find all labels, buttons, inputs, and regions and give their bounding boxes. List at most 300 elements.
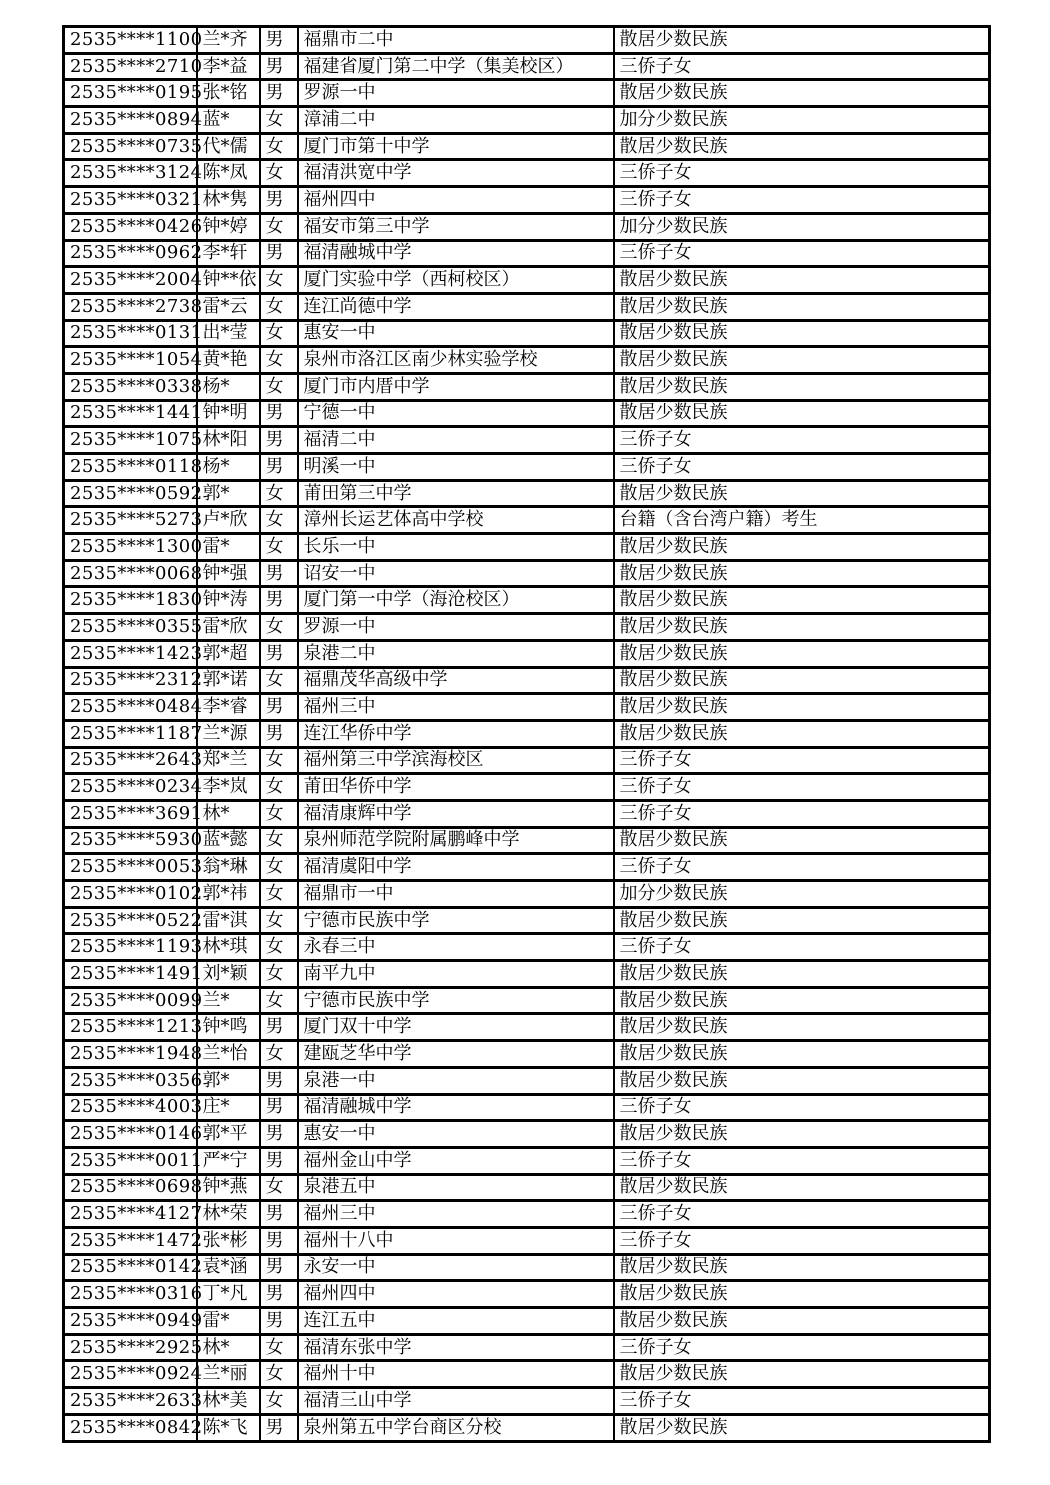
exam-id-cell: 2535****1193 [64, 934, 197, 961]
category-cell: 三侨子女 [614, 1147, 990, 1174]
exam-id-cell: 2535****1075 [64, 427, 197, 454]
exam-id-cell: 2535****0894 [64, 107, 197, 134]
name-cell: 郭*祎 [197, 881, 260, 908]
gender-cell: 男 [260, 80, 298, 107]
name-cell: 严*宁 [197, 1147, 260, 1174]
school-cell: 罗源一中 [298, 614, 614, 641]
school-cell: 罗源一中 [298, 80, 614, 107]
table-row [64, 1147, 990, 1174]
category-cell: 三侨子女 [614, 1094, 990, 1121]
gender-cell: 男 [260, 1227, 298, 1254]
gender-cell: 男 [260, 1201, 298, 1228]
exam-id-cell: 2535****0053 [64, 854, 197, 881]
table-row [64, 1334, 990, 1361]
school-cell: 宁德市民族中学 [298, 987, 614, 1014]
category-cell: 三侨子女 [614, 454, 990, 481]
name-cell: 郭*超 [197, 640, 260, 667]
exam-id-cell: 2535****0195 [64, 80, 197, 107]
name-cell: 蓝*懿 [197, 827, 260, 854]
exam-id-cell: 2535****2312 [64, 667, 197, 694]
school-cell: 连江五中 [298, 1308, 614, 1335]
exam-id-cell: 2535****2738 [64, 293, 197, 320]
name-cell: 雷* [197, 1308, 260, 1335]
school-cell: 连江尚德中学 [298, 293, 614, 320]
gender-cell: 男 [260, 1254, 298, 1281]
exam-id-cell: 2535****0142 [64, 1254, 197, 1281]
table-row [64, 427, 990, 454]
gender-cell: 女 [260, 800, 298, 827]
gender-cell: 女 [260, 507, 298, 534]
category-cell: 三侨子女 [614, 774, 990, 801]
gender-cell: 男 [260, 240, 298, 267]
table-row [64, 480, 990, 507]
name-cell: 钟*强 [197, 560, 260, 587]
school-cell: 泉港一中 [298, 1067, 614, 1094]
school-cell: 福州十八中 [298, 1227, 614, 1254]
category-cell: 散居少数民族 [614, 27, 990, 54]
name-cell: 钟**依 [197, 267, 260, 294]
table-row [64, 934, 990, 961]
gender-cell: 男 [260, 53, 298, 80]
table-row [64, 133, 990, 160]
name-cell: 林*阳 [197, 427, 260, 454]
gender-cell: 女 [260, 987, 298, 1014]
school-cell: 诏安一中 [298, 560, 614, 587]
table-row [64, 347, 990, 374]
gender-cell: 女 [260, 1174, 298, 1201]
category-cell: 加分少数民族 [614, 213, 990, 240]
exam-id-cell: 2535****1213 [64, 1014, 197, 1041]
school-cell: 福州三中 [298, 1201, 614, 1228]
name-cell: 蓝* [197, 107, 260, 134]
name-cell: 兰*源 [197, 720, 260, 747]
table-row [64, 80, 990, 107]
category-cell: 散居少数民族 [614, 1361, 990, 1388]
category-cell: 三侨子女 [614, 53, 990, 80]
school-cell: 福州金山中学 [298, 1147, 614, 1174]
exam-id-cell: 2535****0949 [64, 1308, 197, 1335]
school-cell: 福清东张中学 [298, 1334, 614, 1361]
gender-cell: 女 [260, 160, 298, 187]
school-cell: 福清三山中学 [298, 1388, 614, 1415]
table-row [64, 827, 990, 854]
gender-cell: 女 [260, 320, 298, 347]
category-cell: 散居少数民族 [614, 1174, 990, 1201]
school-cell: 宁德市民族中学 [298, 907, 614, 934]
exam-id-cell: 2535****1830 [64, 587, 197, 614]
category-cell: 三侨子女 [614, 800, 990, 827]
table-row [64, 1067, 990, 1094]
name-cell: 林*琪 [197, 934, 260, 961]
category-cell: 散居少数民族 [614, 720, 990, 747]
gender-cell: 女 [260, 347, 298, 374]
gender-cell: 男 [260, 1067, 298, 1094]
gender-cell: 女 [260, 827, 298, 854]
category-cell: 台籍（含台湾户籍）考生 [614, 507, 990, 534]
category-cell: 散居少数民族 [614, 1254, 990, 1281]
category-cell: 散居少数民族 [614, 961, 990, 988]
gender-cell: 女 [260, 934, 298, 961]
gender-cell: 男 [260, 427, 298, 454]
table-row [64, 507, 990, 534]
table-row [64, 1254, 990, 1281]
exam-id-cell: 2535****5930 [64, 827, 197, 854]
category-cell: 三侨子女 [614, 427, 990, 454]
gender-cell: 男 [260, 1147, 298, 1174]
table-row [64, 400, 990, 427]
exam-id-cell: 2535****0131 [64, 320, 197, 347]
category-cell: 散居少数民族 [614, 614, 990, 641]
name-cell: 郭*诺 [197, 667, 260, 694]
table-row [64, 907, 990, 934]
name-cell: 杨* [197, 373, 260, 400]
school-cell: 福州第三中学滨海校区 [298, 747, 614, 774]
table-row [64, 1281, 990, 1308]
category-cell: 散居少数民族 [614, 560, 990, 587]
table-row [64, 1361, 990, 1388]
exam-id-cell: 2535****3124 [64, 160, 197, 187]
name-cell: 雷* [197, 534, 260, 561]
name-cell: 雷*淇 [197, 907, 260, 934]
name-cell: 陈*凤 [197, 160, 260, 187]
category-cell: 三侨子女 [614, 934, 990, 961]
name-cell: 郭*平 [197, 1121, 260, 1148]
school-cell: 福州四中 [298, 187, 614, 214]
table-row [64, 1041, 990, 1068]
name-cell: 钟*燕 [197, 1174, 260, 1201]
name-cell: 翁*琳 [197, 854, 260, 881]
name-cell: 丁*凡 [197, 1281, 260, 1308]
exam-id-cell: 2535****2710 [64, 53, 197, 80]
name-cell: 兰* [197, 987, 260, 1014]
school-cell: 福州三中 [298, 694, 614, 721]
category-cell: 散居少数民族 [614, 400, 990, 427]
school-cell: 泉港五中 [298, 1174, 614, 1201]
table-row [64, 107, 990, 134]
name-cell: 张*铭 [197, 80, 260, 107]
school-cell: 福鼎茂华高级中学 [298, 667, 614, 694]
name-cell: 李*岚 [197, 774, 260, 801]
name-cell: 郭* [197, 480, 260, 507]
exam-id-cell: 2535****1491 [64, 961, 197, 988]
gender-cell: 女 [260, 881, 298, 908]
school-cell: 莆田华侨中学 [298, 774, 614, 801]
school-cell: 南平九中 [298, 961, 614, 988]
school-cell: 厦门市第十中学 [298, 133, 614, 160]
table-row [64, 1227, 990, 1254]
name-cell: 代*儒 [197, 133, 260, 160]
name-cell: 袁*涵 [197, 1254, 260, 1281]
name-cell: 杨* [197, 454, 260, 481]
school-cell: 泉港二中 [298, 640, 614, 667]
category-cell: 散居少数民族 [614, 694, 990, 721]
gender-cell: 男 [260, 454, 298, 481]
exam-id-cell: 2535****0146 [64, 1121, 197, 1148]
gender-cell: 女 [260, 854, 298, 881]
gender-cell: 男 [260, 1121, 298, 1148]
school-cell: 泉州市洛江区南少林实验学校 [298, 347, 614, 374]
category-cell: 散居少数民族 [614, 1041, 990, 1068]
category-cell: 散居少数民族 [614, 1067, 990, 1094]
name-cell: 陈*飞 [197, 1414, 260, 1441]
category-cell: 散居少数民族 [614, 987, 990, 1014]
table-row [64, 560, 990, 587]
name-cell: 李*轩 [197, 240, 260, 267]
name-cell: 钟*明 [197, 400, 260, 427]
school-cell: 福清虞阳中学 [298, 854, 614, 881]
gender-cell: 男 [260, 187, 298, 214]
gender-cell: 女 [260, 961, 298, 988]
table-row [64, 747, 990, 774]
gender-cell: 女 [260, 133, 298, 160]
name-cell: 钟*涛 [197, 587, 260, 614]
gender-cell: 女 [260, 107, 298, 134]
name-cell: 兰*怡 [197, 1041, 260, 1068]
gender-cell: 男 [260, 27, 298, 54]
exam-id-cell: 2535****0234 [64, 774, 197, 801]
gender-cell: 男 [260, 694, 298, 721]
exam-id-cell: 2535****0426 [64, 213, 197, 240]
category-cell: 三侨子女 [614, 747, 990, 774]
exam-id-cell: 2535****0962 [64, 240, 197, 267]
school-cell: 建瓯芝华中学 [298, 1041, 614, 1068]
school-cell: 福清融城中学 [298, 1094, 614, 1121]
school-cell: 明溪一中 [298, 454, 614, 481]
exam-id-cell: 2535****0592 [64, 480, 197, 507]
table-row [64, 1121, 990, 1148]
category-cell: 散居少数民族 [614, 133, 990, 160]
school-cell: 福建省厦门第二中学（集美校区） [298, 53, 614, 80]
category-cell: 散居少数民族 [614, 907, 990, 934]
exam-id-cell: 2535****0118 [64, 454, 197, 481]
exam-id-cell: 2535****1054 [64, 347, 197, 374]
exam-id-cell: 2535****3691 [64, 800, 197, 827]
category-cell: 散居少数民族 [614, 1414, 990, 1441]
table-row [64, 881, 990, 908]
gender-cell: 女 [260, 1334, 298, 1361]
exam-id-cell: 2535****1187 [64, 720, 197, 747]
exam-id-cell: 2535****0522 [64, 907, 197, 934]
table-row [64, 187, 990, 214]
category-cell: 三侨子女 [614, 1334, 990, 1361]
school-cell: 厦门双十中学 [298, 1014, 614, 1041]
category-cell: 散居少数民族 [614, 293, 990, 320]
exam-id-cell: 2535****0316 [64, 1281, 197, 1308]
exam-id-cell: 2535****4127 [64, 1201, 197, 1228]
table-row [64, 240, 990, 267]
qualification-table-body [64, 27, 990, 1442]
name-cell: 黄*艳 [197, 347, 260, 374]
gender-cell: 女 [260, 667, 298, 694]
exam-id-cell: 2535****0698 [64, 1174, 197, 1201]
name-cell: 林*荣 [197, 1201, 260, 1228]
gender-cell: 男 [260, 560, 298, 587]
category-cell: 散居少数民族 [614, 347, 990, 374]
exam-id-cell: 2535****0484 [64, 694, 197, 721]
name-cell: 钟*鸣 [197, 1014, 260, 1041]
table-row [64, 987, 990, 1014]
gender-cell: 女 [260, 373, 298, 400]
exam-id-cell: 2535****5273 [64, 507, 197, 534]
exam-id-cell: 2535****2004 [64, 267, 197, 294]
school-cell: 惠安一中 [298, 1121, 614, 1148]
name-cell: 刘*颖 [197, 961, 260, 988]
exam-id-cell: 2535****1441 [64, 400, 197, 427]
exam-id-cell: 2535****0321 [64, 187, 197, 214]
gender-cell: 女 [260, 293, 298, 320]
table-row [64, 213, 990, 240]
name-cell: 林* [197, 800, 260, 827]
exam-id-cell: 2535****0355 [64, 614, 197, 641]
gender-cell: 女 [260, 1041, 298, 1068]
school-cell: 福清洪宽中学 [298, 160, 614, 187]
gender-cell: 男 [260, 1414, 298, 1441]
school-cell: 福州十中 [298, 1361, 614, 1388]
name-cell: 雷*欣 [197, 614, 260, 641]
school-cell: 福鼎市二中 [298, 27, 614, 54]
category-cell: 散居少数民族 [614, 640, 990, 667]
exam-id-cell: 2535****2925 [64, 1334, 197, 1361]
category-cell: 散居少数民族 [614, 80, 990, 107]
school-cell: 福清融城中学 [298, 240, 614, 267]
name-cell: 林* [197, 1334, 260, 1361]
category-cell: 散居少数民族 [614, 1121, 990, 1148]
school-cell: 连江华侨中学 [298, 720, 614, 747]
school-cell: 惠安一中 [298, 320, 614, 347]
category-cell: 三侨子女 [614, 1227, 990, 1254]
category-cell: 散居少数民族 [614, 1281, 990, 1308]
school-cell: 厦门市内厝中学 [298, 373, 614, 400]
gender-cell: 女 [260, 1388, 298, 1415]
table-row [64, 800, 990, 827]
name-cell: 林*美 [197, 1388, 260, 1415]
gender-cell: 男 [260, 720, 298, 747]
gender-cell: 男 [260, 587, 298, 614]
gender-cell: 女 [260, 1361, 298, 1388]
gender-cell: 女 [260, 213, 298, 240]
school-cell: 莆田第三中学 [298, 480, 614, 507]
exam-id-cell: 2535****0102 [64, 881, 197, 908]
name-cell: 郑*兰 [197, 747, 260, 774]
table-row [64, 267, 990, 294]
exam-id-cell: 2535****0338 [64, 373, 197, 400]
exam-id-cell: 2535****1472 [64, 1227, 197, 1254]
category-cell: 散居少数民族 [614, 1014, 990, 1041]
table-row [64, 1388, 990, 1415]
name-cell: 钟*婷 [197, 213, 260, 240]
table-row [64, 614, 990, 641]
exam-id-cell: 2535****0099 [64, 987, 197, 1014]
gender-cell: 男 [260, 640, 298, 667]
table-row [64, 320, 990, 347]
name-cell: 林*隽 [197, 187, 260, 214]
table-row [64, 373, 990, 400]
name-cell: 卢*欣 [197, 507, 260, 534]
name-cell: 张*彬 [197, 1227, 260, 1254]
table-row [64, 53, 990, 80]
table-row [64, 667, 990, 694]
table-row [64, 720, 990, 747]
gender-cell: 男 [260, 1014, 298, 1041]
school-cell: 厦门实验中学（西柯校区） [298, 267, 614, 294]
category-cell: 散居少数民族 [614, 320, 990, 347]
table-row [64, 293, 990, 320]
gender-cell: 女 [260, 774, 298, 801]
category-cell: 散居少数民族 [614, 827, 990, 854]
category-cell: 散居少数民族 [614, 373, 990, 400]
table-row [64, 961, 990, 988]
category-cell: 三侨子女 [614, 1388, 990, 1415]
table-row [64, 1414, 990, 1441]
table-row [64, 854, 990, 881]
category-cell: 三侨子女 [614, 160, 990, 187]
table-row [64, 1014, 990, 1041]
table-row [64, 27, 990, 54]
school-cell: 漳浦二中 [298, 107, 614, 134]
gender-cell: 女 [260, 747, 298, 774]
category-cell: 散居少数民族 [614, 267, 990, 294]
exam-id-cell: 2535****4003 [64, 1094, 197, 1121]
school-cell: 永春三中 [298, 934, 614, 961]
name-cell: 兰*齐 [197, 27, 260, 54]
gender-cell: 女 [260, 907, 298, 934]
school-cell: 福安市第三中学 [298, 213, 614, 240]
table-row [64, 534, 990, 561]
school-cell: 长乐一中 [298, 534, 614, 561]
school-cell: 泉州师范学院附属鹏峰中学 [298, 827, 614, 854]
category-cell: 三侨子女 [614, 854, 990, 881]
category-cell: 散居少数民族 [614, 480, 990, 507]
name-cell: 郭* [197, 1067, 260, 1094]
exam-id-cell: 2535****0735 [64, 133, 197, 160]
name-cell: 庄* [197, 1094, 260, 1121]
category-cell: 加分少数民族 [614, 107, 990, 134]
table-row [64, 1094, 990, 1121]
table-row [64, 454, 990, 481]
category-cell: 散居少数民族 [614, 534, 990, 561]
exam-id-cell: 2535****0068 [64, 560, 197, 587]
category-cell: 加分少数民族 [614, 881, 990, 908]
category-cell: 三侨子女 [614, 240, 990, 267]
gender-cell: 男 [260, 1281, 298, 1308]
exam-id-cell: 2535****2643 [64, 747, 197, 774]
school-cell: 福清二中 [298, 427, 614, 454]
category-cell: 三侨子女 [614, 187, 990, 214]
table-row [64, 1174, 990, 1201]
gender-cell: 女 [260, 614, 298, 641]
category-cell: 散居少数民族 [614, 587, 990, 614]
table-row [64, 640, 990, 667]
table-row [64, 774, 990, 801]
category-cell: 散居少数民族 [614, 1308, 990, 1335]
exam-id-cell: 2535****0356 [64, 1067, 197, 1094]
school-cell: 福清康辉中学 [298, 800, 614, 827]
table-row [64, 1201, 990, 1228]
exam-id-cell: 2535****0011 [64, 1147, 197, 1174]
gender-cell: 男 [260, 1308, 298, 1335]
school-cell: 漳州长运艺体高中学校 [298, 507, 614, 534]
name-cell: 雷*云 [197, 293, 260, 320]
school-cell: 永安一中 [298, 1254, 614, 1281]
name-cell: 兰*丽 [197, 1361, 260, 1388]
exam-id-cell: 2535****2633 [64, 1388, 197, 1415]
table-row [64, 587, 990, 614]
gender-cell: 男 [260, 400, 298, 427]
table-row [64, 694, 990, 721]
exam-id-cell: 2535****0924 [64, 1361, 197, 1388]
table-row [64, 160, 990, 187]
school-cell: 福州四中 [298, 1281, 614, 1308]
